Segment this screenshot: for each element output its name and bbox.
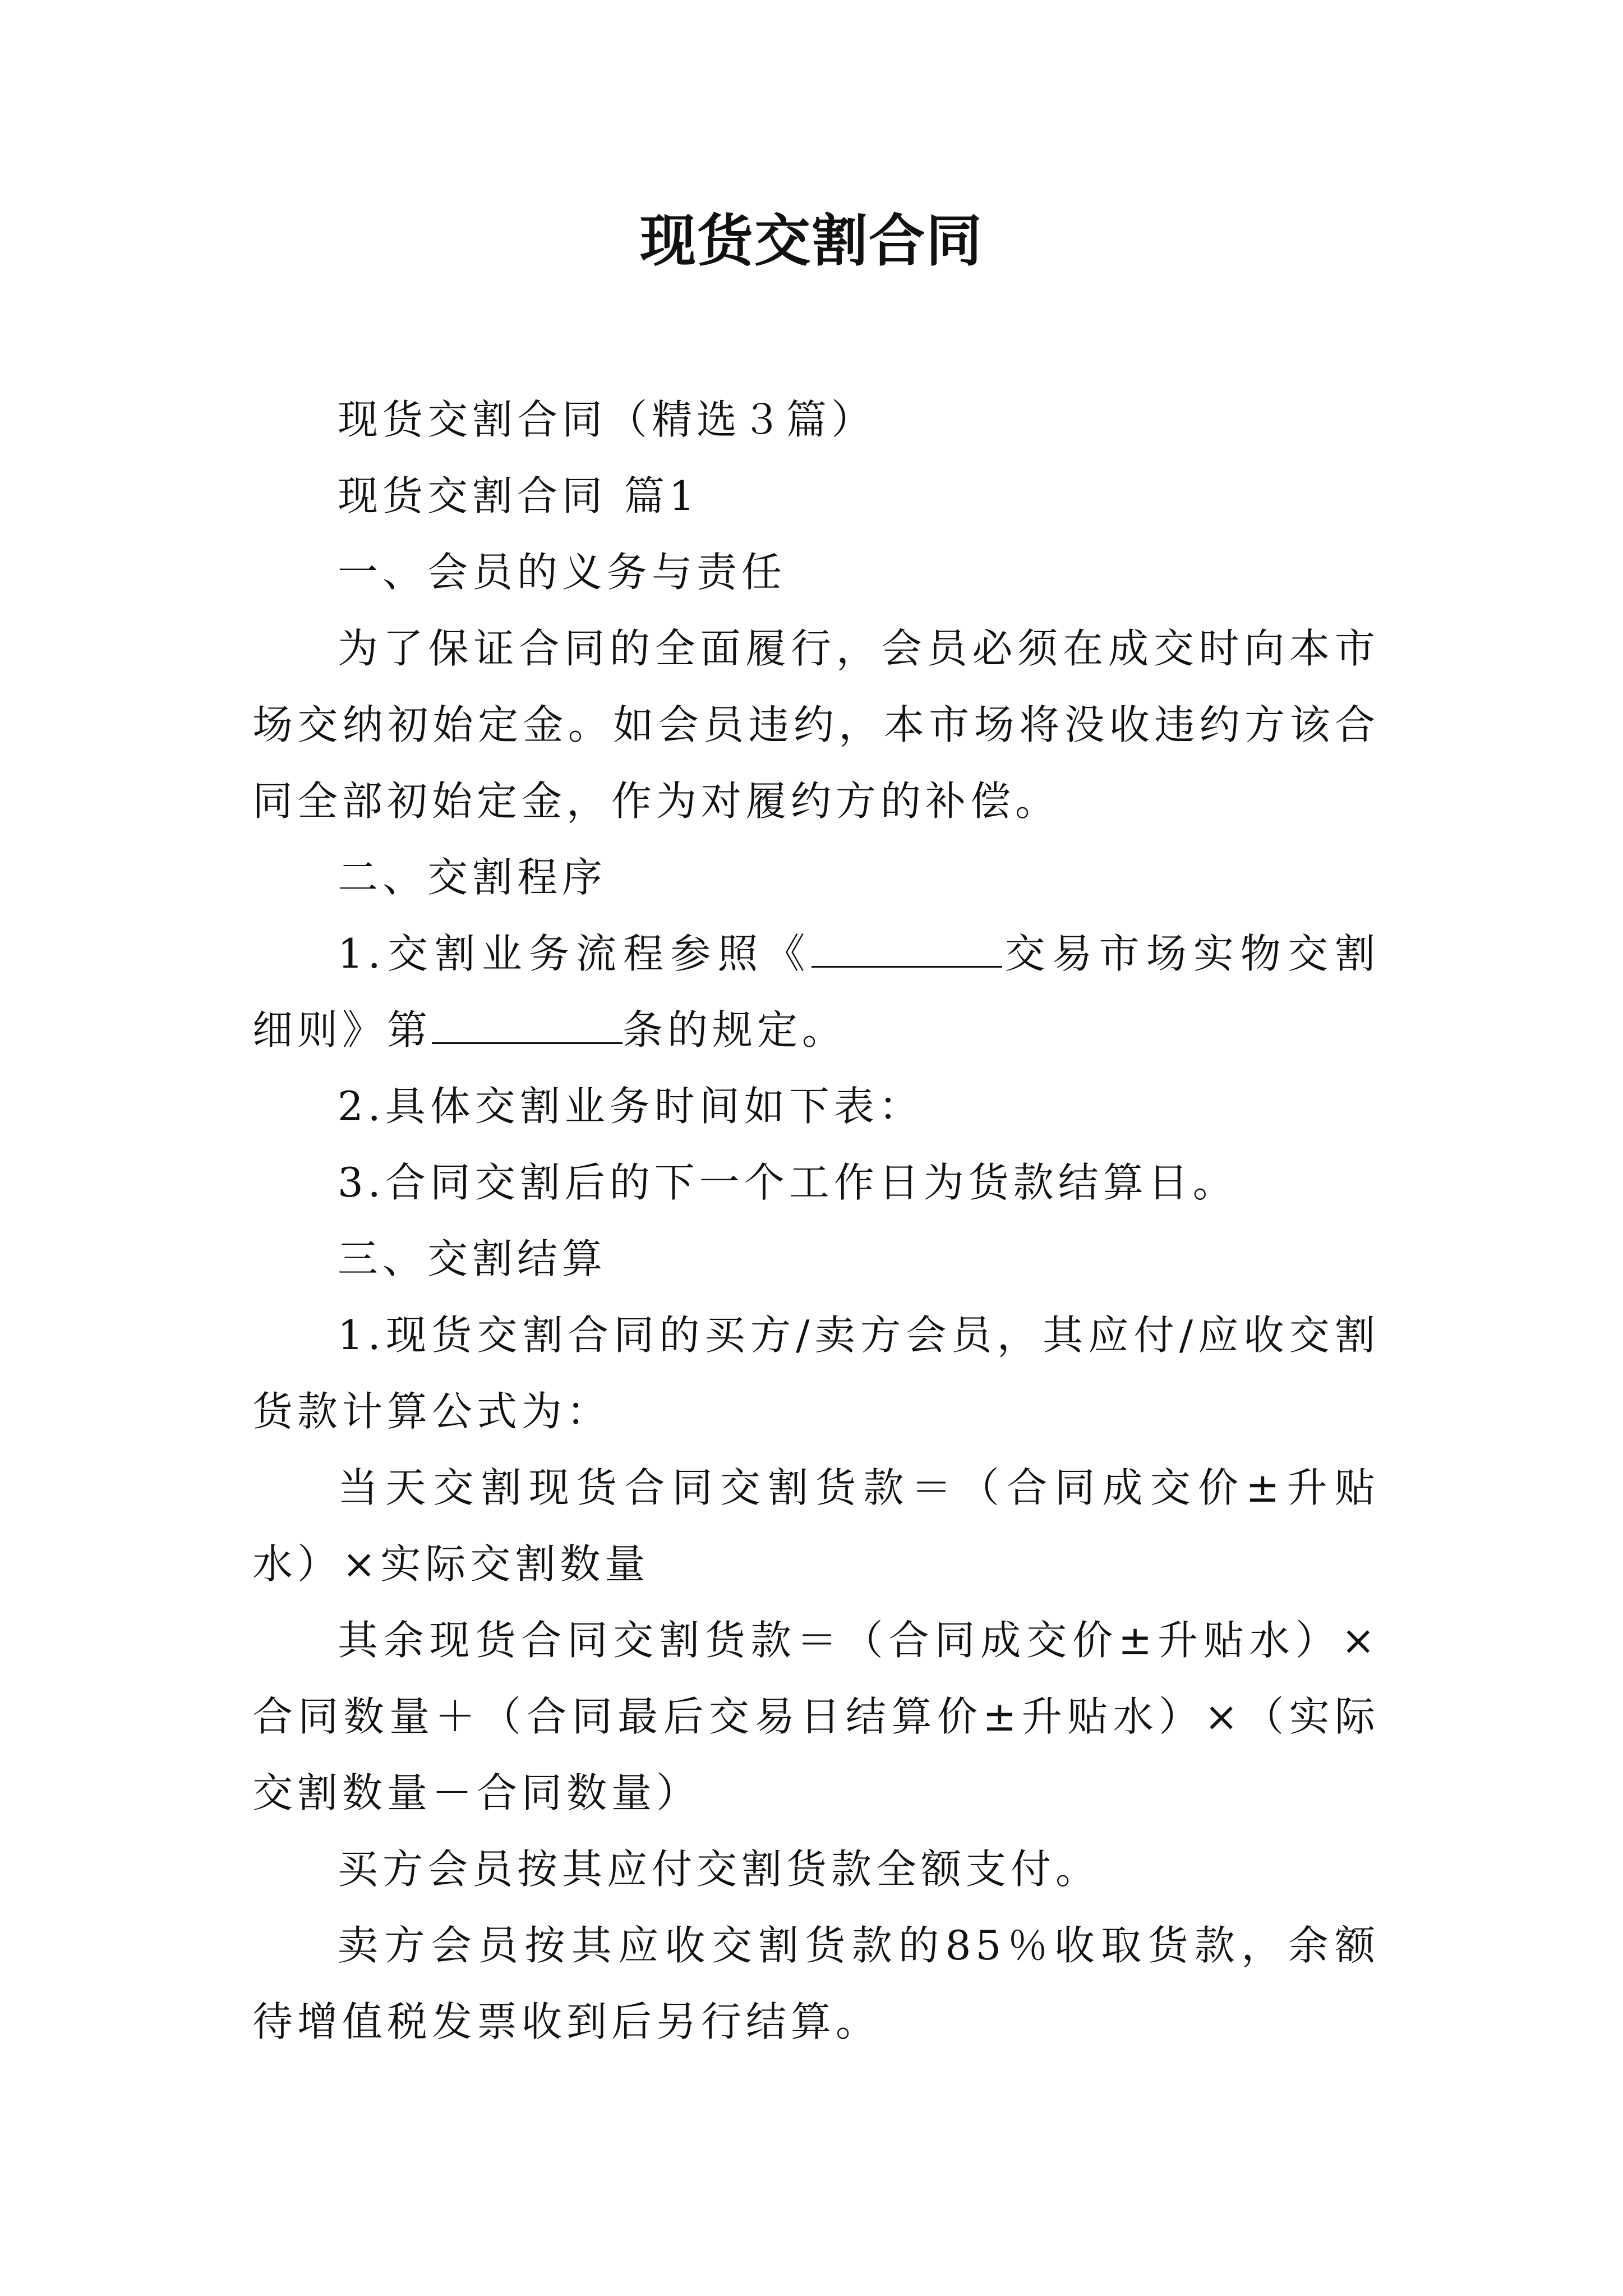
paragraph-formula-other: 其余现货合同交割货款＝（合同成交价±升贴水）×合同数量＋（合同最后交易日结算价±升贴水）×（实际交割数量－合同数量） (252, 1617, 1380, 1816)
text-segment: 条的规定。 (623, 1006, 847, 1053)
heading-delivery-procedure: 二、交割程序 (338, 854, 607, 901)
paragraph-formula-intro: 1.现货交割合同的买方/卖方会员，其应付/应收交割货款计算公式为： (252, 1312, 1380, 1435)
paragraph-settlement-day: 3.合同交割后的下一个工作日为货款结算日。 (338, 1159, 1238, 1206)
heading-member-obligations: 一、会员的义务与责任 (338, 549, 787, 596)
blank-line-article-number (432, 1003, 623, 1044)
text-segment: 交易市场实物交割细则》第 (252, 930, 1380, 1053)
document-body (252, 381, 1380, 2060)
document-title: 现货交割合同 (640, 208, 983, 274)
paragraph-business-time: 2.具体交割业务时间如下表： (338, 1083, 924, 1130)
heading-delivery-settlement: 三、交割结算 (338, 1235, 607, 1282)
paragraph-section-heading: 现货交割合同 篇1 (338, 472, 699, 519)
paragraph-formula-same-day: 当天交割现货合同交割货款＝（合同成交价±升贴水）×实际交割数量 (252, 1464, 1380, 1588)
paragraph-buyer-payment: 买方会员按其应付交割货款全额支付。 (338, 1846, 1101, 1893)
paragraph-procedure-reference (252, 915, 1380, 1068)
blank-line-market-name (811, 927, 1002, 968)
text-segment: 1.交割业务流程参照《 (338, 930, 812, 977)
paragraph-seller-collection: 卖方会员按其应收交割货款的85％收取货款，余额待增值税发票收到后另行结算。 (252, 1922, 1380, 2045)
paragraph-intro: 现货交割合同（精选３篇） (338, 396, 877, 443)
paragraph-deposit: 为了保证合同的全面履行，会员必须在成交时向本市场交纳初始定金。如会员违约，本市场将没收违约方该合同全部初始定金，作为对履约方的补偿。 (252, 625, 1380, 825)
